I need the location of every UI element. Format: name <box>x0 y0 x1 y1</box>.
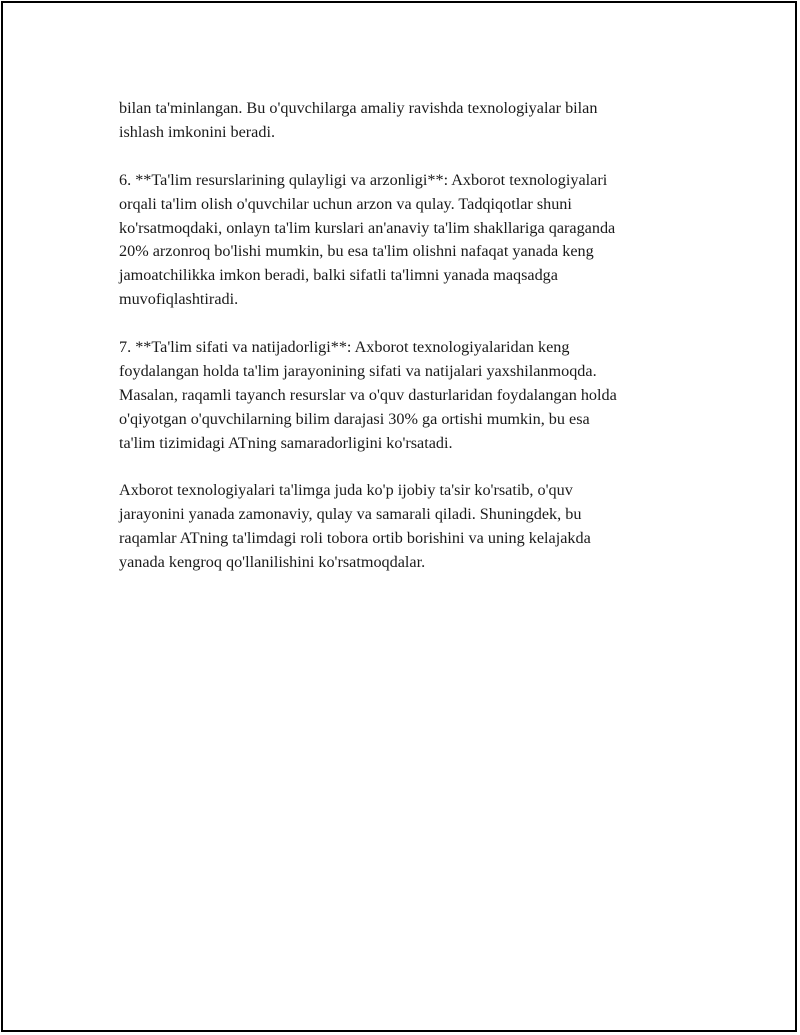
text-line: ko'rsatmoqdaki, onlayn ta'lim kurslari an'anaviy ta'lim shakllariga qaraganda <box>119 218 616 237</box>
text-line: o'qiyotgan o'quvchilarning bilim darajasi 30% ga ortishi mumkin, bu esa <box>119 409 590 428</box>
document-body <box>119 97 719 599</box>
paragraph-intro-continuation <box>119 97 719 145</box>
paragraph-conclusion <box>119 479 719 575</box>
text-line: foydalangan holda ta'lim jarayonining sifati va natijalari yaxshilanmoqda. <box>119 361 597 380</box>
text-line: 7. **Ta'lim sifati va natijadorligi**: Axborot texnologiyalaridan keng <box>119 338 570 357</box>
text-line: Axborot texnologiyalari ta'limga juda ko'p ijobiy ta'sir ko'rsatib, o'quv <box>119 481 573 500</box>
text-line: orqali ta'lim olish o'quvchilar uchun arzon va qulay. Tadqiqotlar shuni <box>119 194 572 213</box>
paragraph-item-7 <box>119 336 719 456</box>
text-line: yanada kengroq qo'llanilishini ko'rsatmoqdalar. <box>119 553 426 572</box>
text-line: 20% arzonroq bo'lishi mumkin, bu esa ta'lim olishni nafaqat yanada keng <box>119 242 594 261</box>
text-line: jamoatchilikka imkon beradi, balki sifatli ta'limni yanada maqsadga <box>119 266 558 285</box>
text-line: 6. **Ta'lim resurslarining qulayligi va arzonligi**: Axborot texnologiyalari <box>119 170 608 189</box>
paragraph-item-6 <box>119 169 719 312</box>
text-line: muvofiqlashtiradi. <box>119 290 239 309</box>
text-line: ishlash imkonini beradi. <box>119 122 276 141</box>
text-line: Masalan, raqamli tayanch resurslar va o'quv dasturlaridan foydalangan holda <box>119 385 617 404</box>
document-page <box>1 1 797 1032</box>
text-line: raqamlar ATning ta'limdagi roli tobora ortib borishini va uning kelajakda <box>119 529 591 548</box>
text-line: jarayonini yanada zamonaviy, qulay va samarali qiladi. Shuningdek, bu <box>119 505 582 524</box>
text-line: bilan ta'minlangan. Bu o'quvchilarga amaliy ravishda texnologiyalar bilan <box>119 99 598 117</box>
text-line: ta'lim tizimidagi ATning samaradorligini ko'rsatadi. <box>119 433 453 452</box>
